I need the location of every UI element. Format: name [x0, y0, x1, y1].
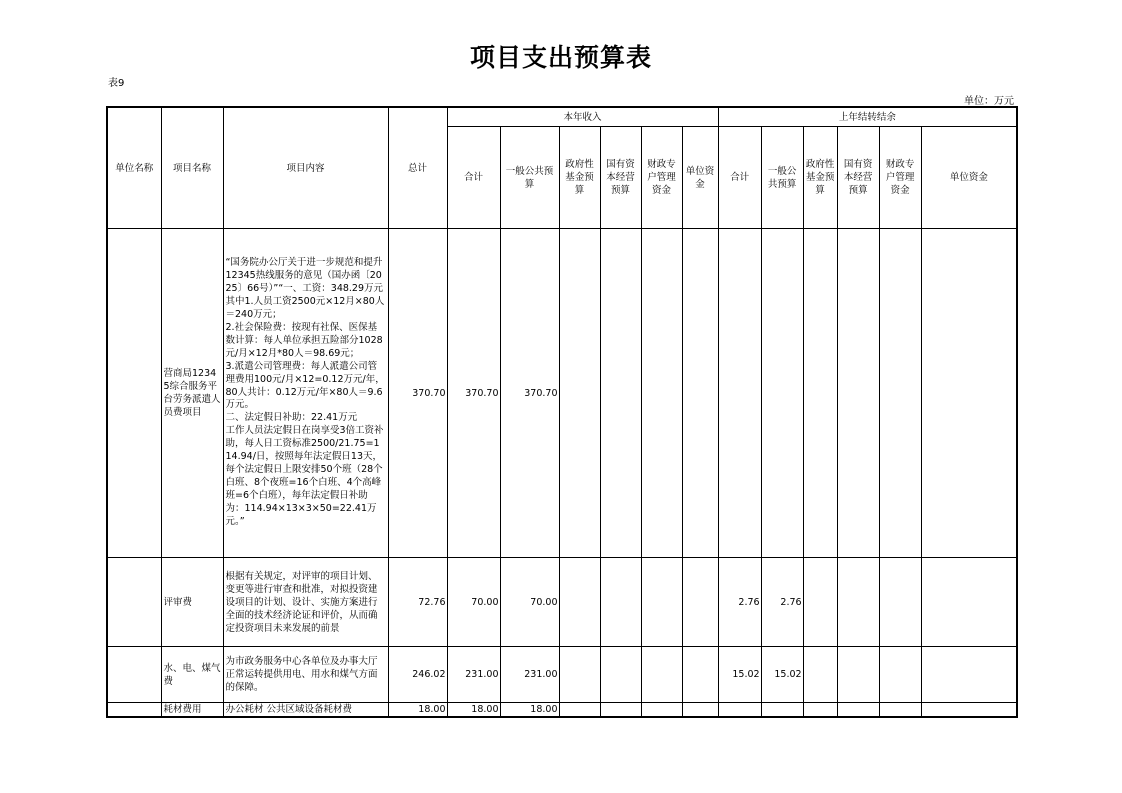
cell-cy-state-capital — [600, 647, 641, 703]
header-py-gov-fund: 政府性基金预算 — [803, 127, 837, 229]
cell-py-fiscal-special — [879, 229, 921, 558]
cell-py-general — [761, 229, 803, 558]
cell-cy-unit-funds — [682, 647, 718, 703]
cell-py-total: 2.76 — [718, 558, 761, 647]
cell-py-gov-fund — [803, 703, 837, 718]
cell-cy-fiscal-special — [641, 558, 682, 647]
header-cy-total: 合计 — [447, 127, 500, 229]
cell-py-state-capital — [837, 229, 879, 558]
cell-cy-general: 231.00 — [500, 647, 559, 703]
header-py-unit-funds: 单位资金 — [921, 127, 1017, 229]
cell-project-content: 办公耗材 公共区域设备耗材费 — [223, 703, 388, 718]
cell-project-name: 水、电、煤气费 — [161, 647, 223, 703]
cell-cy-unit-funds — [682, 558, 718, 647]
budget-table — [106, 106, 1018, 718]
cell-py-gov-fund — [803, 558, 837, 647]
cell-cy-gov-fund — [559, 647, 600, 703]
cell-total: 18.00 — [388, 703, 447, 718]
cell-py-total — [718, 229, 761, 558]
header-unit-name: 单位名称 — [107, 107, 161, 229]
unit-label: 单位：万元 — [964, 96, 1014, 107]
cell-cy-fiscal-special — [641, 229, 682, 558]
cell-cy-gov-fund — [559, 229, 600, 558]
cell-cy-general: 18.00 — [500, 703, 559, 718]
cell-project-name: 耗材费用 — [161, 703, 223, 718]
cell-cy-total: 370.70 — [447, 229, 500, 558]
cell-project-content: 为市政务服务中心各单位及办事大厅正常运转提供用电、用水和煤气方面的保障。 — [223, 647, 388, 703]
cell-cy-general: 70.00 — [500, 558, 559, 647]
header-cy-general: 一般公共预算 — [500, 127, 559, 229]
header-py-state-capital: 国有资本经营预算 — [837, 127, 879, 229]
cell-project-name: 营商局12345综合服务平台劳务派遣人员费项目 — [161, 229, 223, 558]
table-row — [107, 703, 1017, 718]
cell-cy-gov-fund — [559, 558, 600, 647]
cell-cy-total: 70.00 — [447, 558, 500, 647]
table-row — [107, 558, 1017, 647]
cell-py-state-capital — [837, 703, 879, 718]
cell-py-general: 2.76 — [761, 558, 803, 647]
cell-total: 72.76 — [388, 558, 447, 647]
cell-project-name: 评审费 — [161, 558, 223, 647]
cell-unit-name — [107, 647, 161, 703]
cell-project-content: 根据有关规定，对评审的项目计划、变更等进行审查和批准，对拟投资建设项目的计划、设计、实施方案进行全面的技术经济论证和评价，从而确定投资项目未来发展的前景 — [223, 558, 388, 647]
cell-py-general — [761, 703, 803, 718]
cell-py-fiscal-special — [879, 703, 921, 718]
table-number: 表9 — [108, 78, 125, 89]
header-cy-gov-fund: 政府性基金预算 — [559, 127, 600, 229]
header-py-fiscal-special: 财政专户管理资金 — [879, 127, 921, 229]
header-cy-fiscal-special: 财政专户管理资金 — [641, 127, 682, 229]
cell-py-unit-funds — [921, 647, 1017, 703]
cell-cy-fiscal-special — [641, 647, 682, 703]
cell-unit-name — [107, 703, 161, 718]
cell-py-total — [718, 703, 761, 718]
header-total: 总计 — [388, 107, 447, 229]
cell-py-fiscal-special — [879, 558, 921, 647]
cell-cy-total: 231.00 — [447, 647, 500, 703]
cell-cy-gov-fund — [559, 703, 600, 718]
cell-unit-name — [107, 229, 161, 558]
cell-cy-state-capital — [600, 558, 641, 647]
cell-py-unit-funds — [921, 703, 1017, 718]
cell-cy-general: 370.70 — [500, 229, 559, 558]
header-row-1 — [107, 107, 1017, 127]
header-py-total: 合计 — [718, 127, 761, 229]
header-prior-year: 上年结转结余 — [718, 107, 1017, 127]
cell-cy-unit-funds — [682, 229, 718, 558]
cell-py-gov-fund — [803, 229, 837, 558]
cell-py-unit-funds — [921, 229, 1017, 558]
cell-cy-unit-funds — [682, 703, 718, 718]
header-project-content: 项目内容 — [223, 107, 388, 229]
cell-total: 370.70 — [388, 229, 447, 558]
header-py-general: 一般公共预算 — [761, 127, 803, 229]
cell-py-general: 15.02 — [761, 647, 803, 703]
page-title: 项目支出预算表 — [469, 43, 652, 72]
table-row — [107, 229, 1017, 558]
table-row — [107, 647, 1017, 703]
cell-project-content: “国务院办公厅关于进一步规范和提升12345热线服务的意见（国办函〔2025〕66号）”“一、工资：348.29万元 其中1.人员工资2500元×12月×80人＝240万元； 2.社会保险费：按现有社保、医保基数计算：每人单位承担五险部分1028元/月×12月*80人＝98.69元； 3.派遣公司管理费：每人派遣公司管理费用100元/月×12=0.12万元/年，80人共计：0.12万元/年×80人＝9.6万元。 二、法定假日补助：22.41万元 工作人员法定假日在岗享受3倍工资补助，每人日工资标准2500/21.75=114.94/日，按照每年法定假日13天，每个法定假日上限安排50个班（28个白班、8个夜班=16个白班、4个高峰班=6个白班），每年法定假日补助为：114.94×13×3×50=22.41万元。” — [223, 229, 388, 558]
header-project-name: 项目名称 — [161, 107, 223, 229]
cell-py-state-capital — [837, 558, 879, 647]
header-current-year: 本年收入 — [447, 107, 718, 127]
cell-cy-fiscal-special — [641, 703, 682, 718]
cell-cy-state-capital — [600, 703, 641, 718]
header-cy-state-capital: 国有资本经营预算 — [600, 127, 641, 229]
cell-py-gov-fund — [803, 647, 837, 703]
cell-py-fiscal-special — [879, 647, 921, 703]
cell-py-state-capital — [837, 647, 879, 703]
cell-py-total: 15.02 — [718, 647, 761, 703]
cell-cy-total: 18.00 — [447, 703, 500, 718]
cell-cy-state-capital — [600, 229, 641, 558]
cell-py-unit-funds — [921, 558, 1017, 647]
cell-total: 246.02 — [388, 647, 447, 703]
header-cy-unit-funds: 单位资金 — [682, 127, 718, 229]
cell-unit-name — [107, 558, 161, 647]
